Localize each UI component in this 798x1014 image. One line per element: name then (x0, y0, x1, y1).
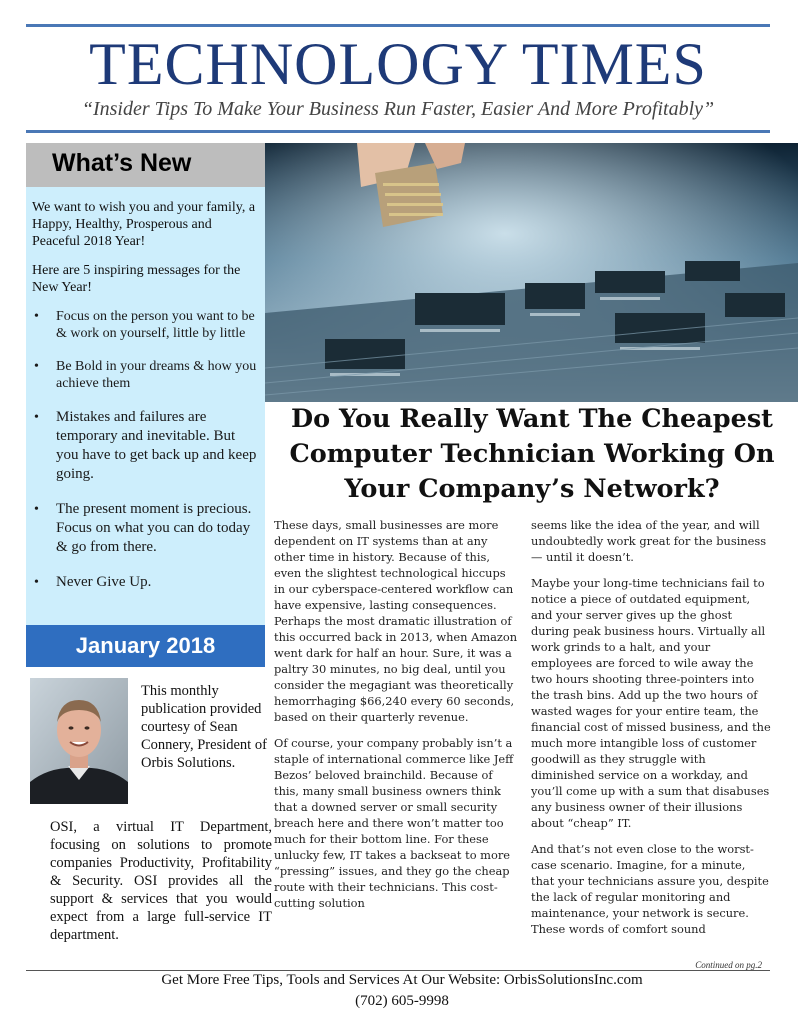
list-item: • The present moment is precious. Focus on what you can do today & go from there. (32, 500, 257, 557)
continued-note: Continued on pg.2 (695, 960, 762, 970)
hero-image (265, 143, 798, 402)
masthead-bottom-rule (26, 130, 770, 133)
article-column-1 (274, 517, 520, 921)
president-photo (30, 678, 128, 804)
masthead-top-rule (26, 24, 770, 27)
article-paragraph: Of course, your company probably isn’t a staple of international commerce like Jeff Bezos’ beloved brainchild. Because of this, many small business owners think that a downed server or small security breach here and there won’t matter too much for their bottom line. For these unlucky few, IT takes a backseat to more “pressing” issues, and they go the cheap route with their technicians. This cost-cutting solution (274, 736, 514, 910)
article-paragraph: And that’s not even close to the worst-case scenario. Imagine, for a minute, that your technicians assure you, despite the lack of regular monitoring and maintenance, your network is secure. These words of comfort sound (531, 842, 769, 936)
whats-new-lead: Here are 5 inspiring messages for the New Year! (32, 263, 241, 295)
list-item: • Be Bold in your dreams & how you achieve them (32, 358, 257, 392)
list-item: • Focus on the person you want to be & work on yourself, little by little (32, 308, 257, 342)
issue-date: January 2018 (26, 625, 265, 667)
article-headline: Do You Really Want The Cheapest Computer Technician Working On Your Company’s Network? (289, 404, 775, 504)
whats-new-heading: What’s New (26, 143, 265, 187)
footer-phone: (702) 605-9998 (355, 993, 449, 1009)
article-column-2 (531, 517, 771, 947)
portrait-image (30, 678, 128, 804)
footer-rule (26, 970, 770, 971)
president-bio: This monthly publication provided courtesy of Sean Connery, President of Orbis Solutions. (141, 683, 267, 771)
list-item: • Never Give Up. (32, 573, 257, 592)
article-paragraph: These days, small businesses are more dependent on IT systems than at any other time in history. Because of this, even the slightest technological hiccups in our cyberspace-centered workflow can have expensive, lasting consequences. Perhaps the most dramatic illustration of this occurred back in 2013, when Amazon went dark for half an hour. Sure, it was a paltry 30 minutes, no big deal, until you consider the megagiant was theoretically hemorrhaging $66,240 every 60 seconds, based on their quarterly revenue. (274, 518, 518, 724)
whats-new-intro: We want to wish you and your family, a Happy, Healthy, Prosperous and Peaceful 2018 Year! (32, 200, 256, 249)
circuit-board-image (265, 143, 798, 402)
list-item: • Mistakes and failures are temporary and inevitable. But you have to get back up and keep going. (32, 408, 257, 484)
masthead-title: TECHNOLOGY TIMES (89, 31, 707, 97)
article-paragraph: seems like the idea of the year, and will undoubtedly work great for the business — until it doesn’t. (531, 518, 767, 564)
whats-new-box (26, 187, 265, 625)
article-paragraph: Maybe your long-time technicians fail to notice a piece of outdated equipment, and your server gives up the ghost during peak business hours. Virtually all work grinds to a halt, and your employees are forced to wile away the two hours shooting three-pointers into the trash bins. Add up the two hours of wasted wages for your entire team, the financial cost of missed business, and the much more intangible loss of customer goodwill as they struggle with diminished service on a workday, and you’ll come up with a sum that disabuses any business owner of their illusions about “cheap” IT. (531, 576, 771, 830)
inspiring-messages-list (32, 308, 257, 592)
masthead-tagline: “Insider Tips To Make Your Business Run Faster, Easier And More Profitably” (81, 98, 715, 120)
footer-website-line: Get More Free Tips, Tools and Services At Our Website: OrbisSolutionsInc.com (161, 972, 643, 988)
osi-description: OSI, a virtual IT Department, focusing on solutions to promote companies Productivity, Profitability & Security. OSI provides all the support & services that you would expect from a large full-service IT department. (50, 819, 272, 943)
